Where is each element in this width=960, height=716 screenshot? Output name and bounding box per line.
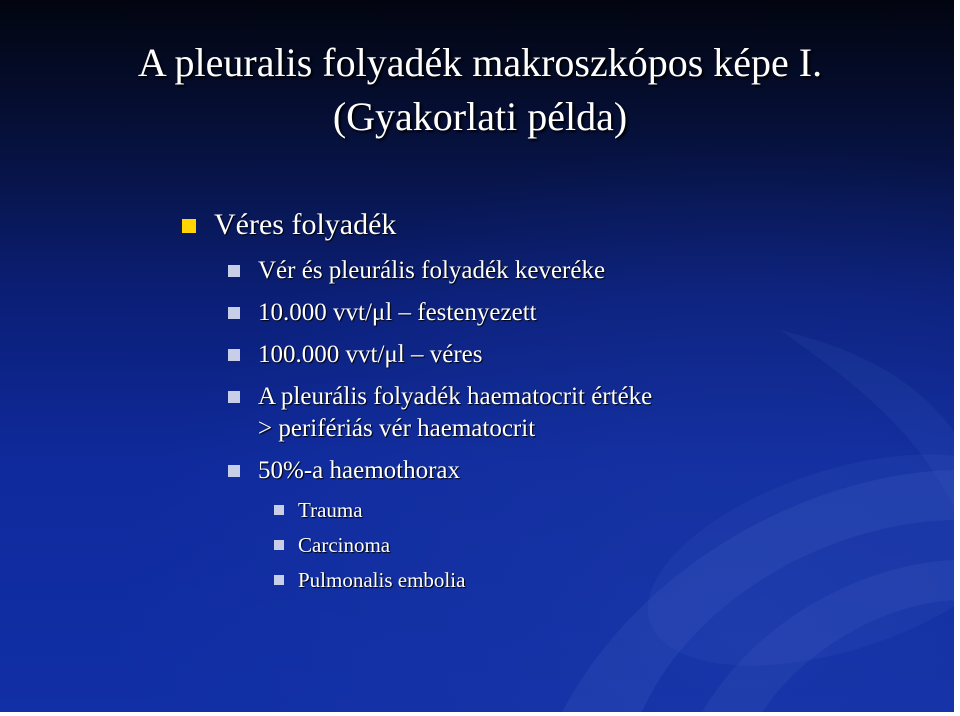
sub-item-3-text: Pulmonalis embolia xyxy=(298,568,466,592)
sub-item-1-text: Trauma xyxy=(298,498,363,522)
list-item-2-text: 10.000 vvt/μl – festenyezett xyxy=(258,299,537,326)
list-item-3-text: 100.000 vvt/μl – véres xyxy=(258,341,483,368)
list-item-5-text: 50%-a haemothorax xyxy=(258,457,461,484)
square-bullet-icon xyxy=(274,505,284,515)
list-item-4 xyxy=(258,381,652,445)
list-item-2 xyxy=(258,297,537,329)
square-bullet-icon xyxy=(228,391,240,403)
sub-item-2-text: Carcinoma xyxy=(298,533,391,557)
bullet-heading xyxy=(214,207,396,243)
square-bullet-icon xyxy=(228,265,240,277)
square-bullet-icon xyxy=(228,349,240,361)
list-item-5 xyxy=(258,455,460,487)
square-bullet-icon xyxy=(228,465,240,477)
list-item-1 xyxy=(258,255,605,287)
list-item-3 xyxy=(258,339,483,371)
sub-item-3 xyxy=(298,566,465,594)
list-item-1-text: Vér és pleurális folyadék keveréke xyxy=(258,257,606,284)
sub-item-2 xyxy=(298,531,390,559)
list-item-4-line-2: > perifériás vér haematocrit xyxy=(258,415,536,442)
list-item-4-line-1: A pleurális folyadék haematocrit értéke xyxy=(258,383,653,410)
square-bullet-icon xyxy=(274,540,284,550)
sub-item-1 xyxy=(298,496,363,524)
square-bullet-icon xyxy=(274,575,284,585)
title-line-2: (Gyakorlati példa) xyxy=(332,94,628,139)
title-line-1: A pleuralis folyadék makroszkópos képe I. xyxy=(137,40,823,85)
slide-title xyxy=(0,36,960,144)
square-bullet-icon xyxy=(182,219,196,233)
square-bullet-icon xyxy=(228,307,240,319)
bullet-heading-text: Véres folyadék xyxy=(214,208,397,241)
